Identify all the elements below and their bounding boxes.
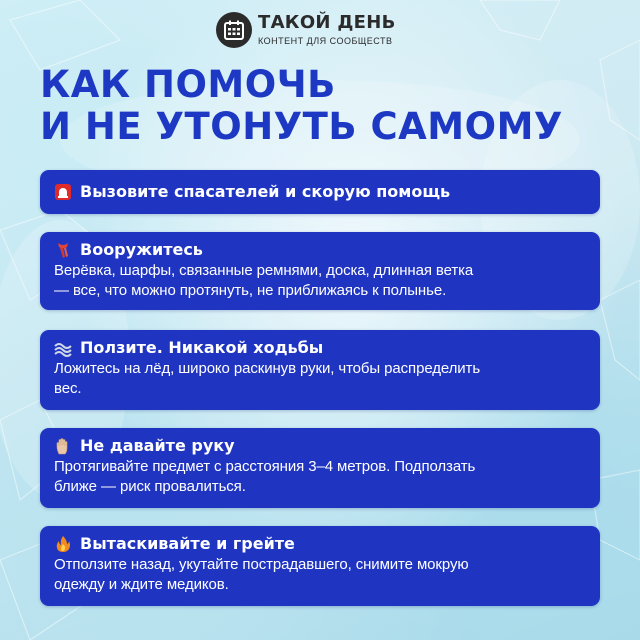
step-title: Вызовите спасателей и скорую помощь bbox=[80, 182, 451, 201]
raised-hand-icon bbox=[54, 437, 72, 455]
step-card-arm-yourself bbox=[40, 232, 600, 310]
step-card-no-hand bbox=[40, 428, 600, 508]
step-description bbox=[54, 457, 586, 497]
step-title: Вытаскивайте и грейте bbox=[80, 534, 295, 553]
headline bbox=[40, 64, 563, 148]
step-card-crawl bbox=[40, 330, 600, 410]
headline-line-1: КАК ПОМОЧЬ bbox=[40, 63, 336, 106]
step-line: вес. bbox=[54, 380, 82, 397]
brand-header bbox=[216, 12, 396, 48]
headline-line-2: И НЕ УТОНУТЬ САМОМУ bbox=[40, 105, 563, 148]
step-line: ближе — риск провалиться. bbox=[54, 478, 246, 495]
step-line: Верёвка, шарфы, связанные ремнями, доска, длинная ветка bbox=[54, 262, 474, 279]
step-line: — все, что можно протянуть, не приближаясь к полынье. bbox=[54, 282, 447, 299]
brand-subtitle: КОНТЕНТ ДЛЯ СООБЩЕСТВ bbox=[258, 36, 393, 46]
fire-icon bbox=[54, 535, 72, 553]
step-title: Не давайте руку bbox=[80, 436, 235, 455]
calendar-icon bbox=[216, 12, 252, 48]
step-description bbox=[54, 359, 586, 399]
step-line: Отползите назад, укутайте пострадавшего, снимите мокрую bbox=[54, 556, 469, 573]
scarf-icon bbox=[54, 241, 72, 259]
step-card-call-rescuers bbox=[40, 170, 600, 214]
step-description bbox=[54, 261, 586, 301]
step-description bbox=[54, 555, 586, 595]
siren-icon bbox=[54, 183, 72, 201]
step-line: одежду и ждите медиков. bbox=[54, 576, 229, 593]
step-card-pull-and-warm bbox=[40, 526, 600, 606]
brand-title: ТАКОЙ ДЕНЬ bbox=[258, 12, 396, 33]
step-title: Ползите. Никакой ходьбы bbox=[80, 338, 324, 357]
wave-icon bbox=[54, 339, 72, 357]
step-line: Ложитесь на лёд, широко раскинув руки, чтобы распределить bbox=[54, 360, 481, 377]
step-title: Вооружитесь bbox=[80, 240, 203, 259]
step-line: Протягивайте предмет с расстояния 3–4 метров. Подползать bbox=[54, 458, 476, 475]
